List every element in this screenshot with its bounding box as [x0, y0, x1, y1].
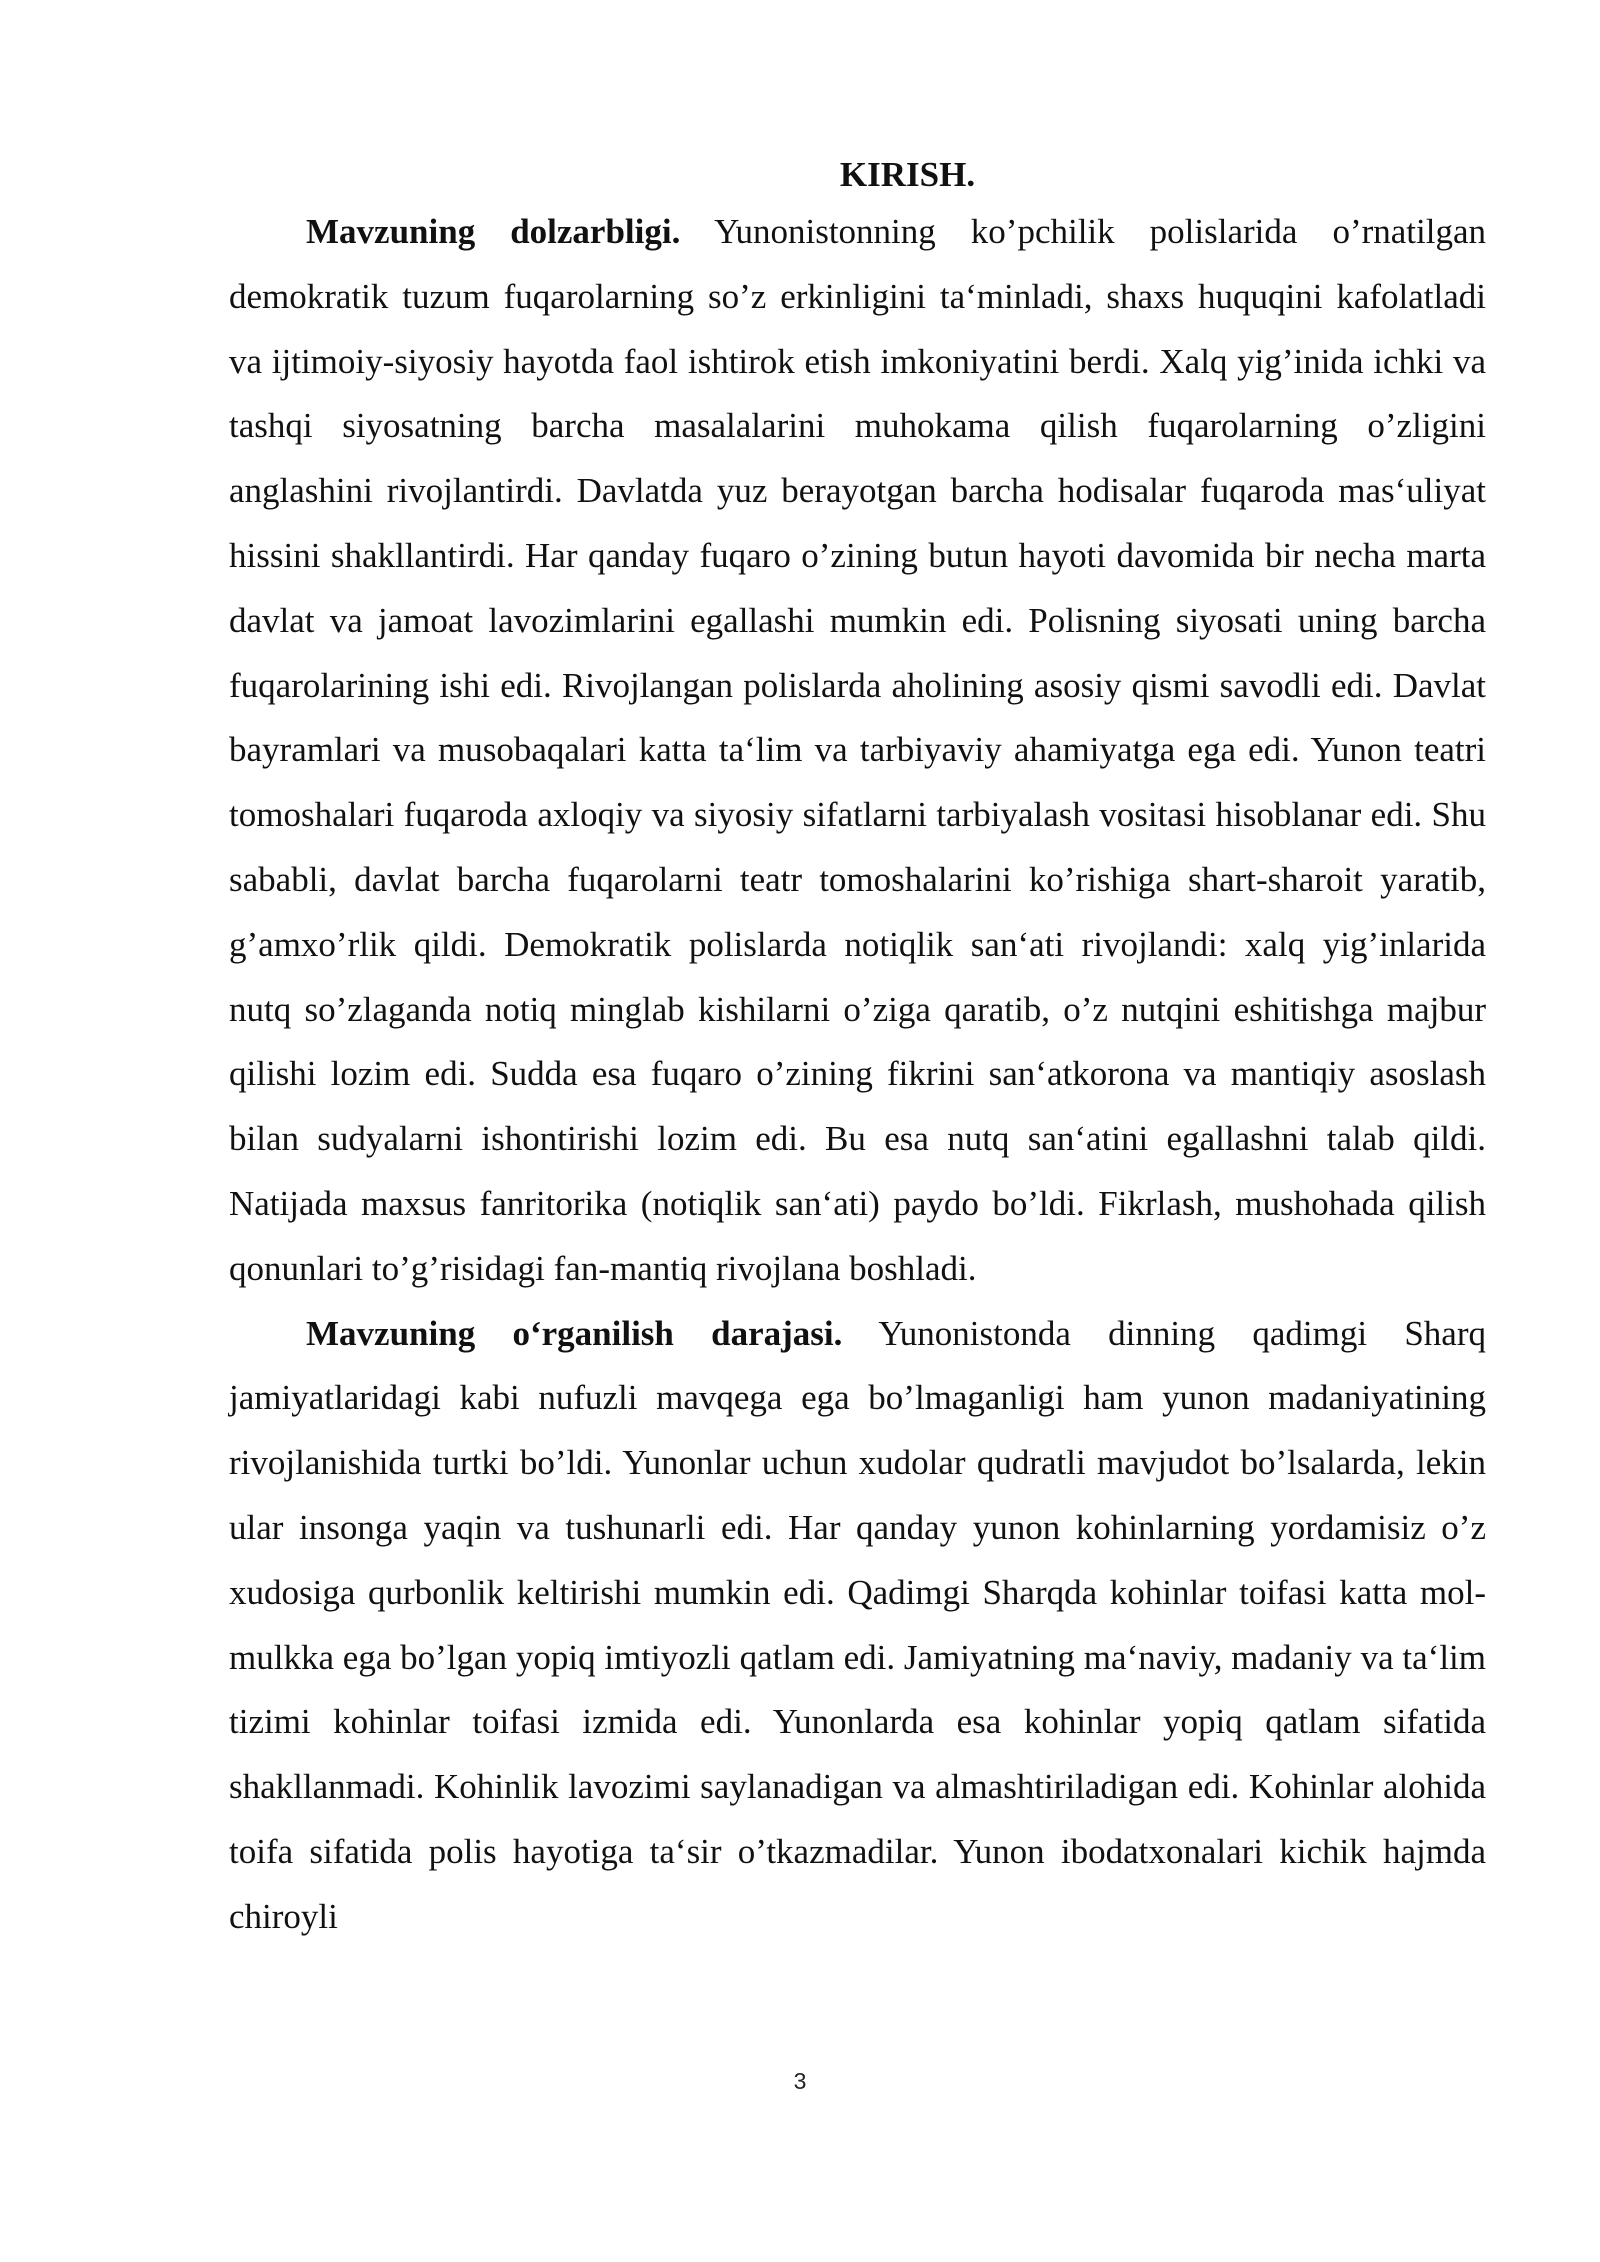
page-number: 3 [793, 2068, 807, 2094]
section-heading: KIRISH. [839, 155, 976, 194]
paragraph-lead: Mavzuning o‘rganilish darajasi. [306, 1313, 843, 1353]
paragraph-body: Yunonistonning ko’pchilik polislarida o’rnatilgan demokratik tuzum fuqarolarning so’z erkinligini ta‘minladi, shaxs huquqini kafolatladi va ijtimoiy-siyosiy hayotda faol ishtirok etish imkoniyatini berdi. Xalq yig’inida ichki va tashqi siyosatning barcha masalalarini muhokama qilish fuqarolarning o’zligini anglashini rivojlantirdi. Davlatda yuz berayotgan barcha hodisalar fuqaroda mas‘uliyat hissini shakllantirdi. Har qanday fuqaro o’zining butun hayoti davomida bir necha marta davlat va jamoat lavozimlarini egallashi mumkin edi. Polisning siyosati uning barcha fuqarolarining ishi edi. Rivojlangan polislarda aholining asosiy qismi savodli edi. Davlat bayramlari va musobaqalari katta ta‘lim va tarbiyaviy ahamiyatga ega edi. Yunon teatri tomoshalari fuqaroda axloqiy va siyosiy sifatlarni tarbiyalash vositasi hisoblanar edi. Shu sababli, davlat barcha fuqarolarni teatr tomoshalarini ko’rishiga shart-sharoit yaratib, g’amxo’rlik qildi. Demokratik polislarda notiqlik san‘ati rivojlandi: xalq yig’inlarida nutq so’zlaganda notiq minglab kishilarni o’ziga qaratib, o’z nutqini eshitishga majbur qilishi lozim edi. Sudda esa fuqaro o’zining fikrini san‘atkorona va mantiqiy asoslash bilan sudyalarni ishontirishi lozim edi. Bu esa nutq san‘atini egallashni talab qildi. Natijada maxsus fanritorika (notiqlik san‘ati) paydo bo’ldi. Fikrlash, mushohada qilish qonunlari to’g’risidagi fan-mantiq rivojlana boshladi. [229, 212, 1486, 1288]
paragraph-lead: Mavzuning dolzarbligi. [306, 212, 681, 251]
paragraph-relevance [229, 200, 1486, 1302]
paragraph-body: Yunonistonda dinning qadimgi Sharq jamiyatlaridagi kabi nufuzli mavqega ega bo’lmaganligi ham yunon madaniyatining rivojlanishida turtki bo’ldi. Yunonlar uchun xudolar qudratli mavjudot bo’lsalarda, lekin ular insonga yaqin va tushunarli edi. Har qanday yunon kohinlarning yordamisiz o’z xudosiga qurbonlik keltirishi mumkin edi. Qadimgi Sharqda kohinlar toifasi katta mol-mulkka ega bo’lgan yopiq imtiyozli qatlam edi. Jamiyatning ma‘naviy, madaniy va ta‘lim tizimi kohinlar toifasi izmida edi. Yunonlarda esa kohinlar yopiq qatlam sifatida shakllanmadi. Kohinlik lavozimi saylanadigan va almashtiriladigan edi. Kohinlar alohida toifa sifatida polis hayotiga ta‘sir o’tkazmadilar. Yunon ibodatxonalari kichik hajmda chiroyli [229, 1313, 1487, 1936]
document-page [229, 150, 1486, 1950]
paragraph-study-level [229, 1302, 1486, 1950]
